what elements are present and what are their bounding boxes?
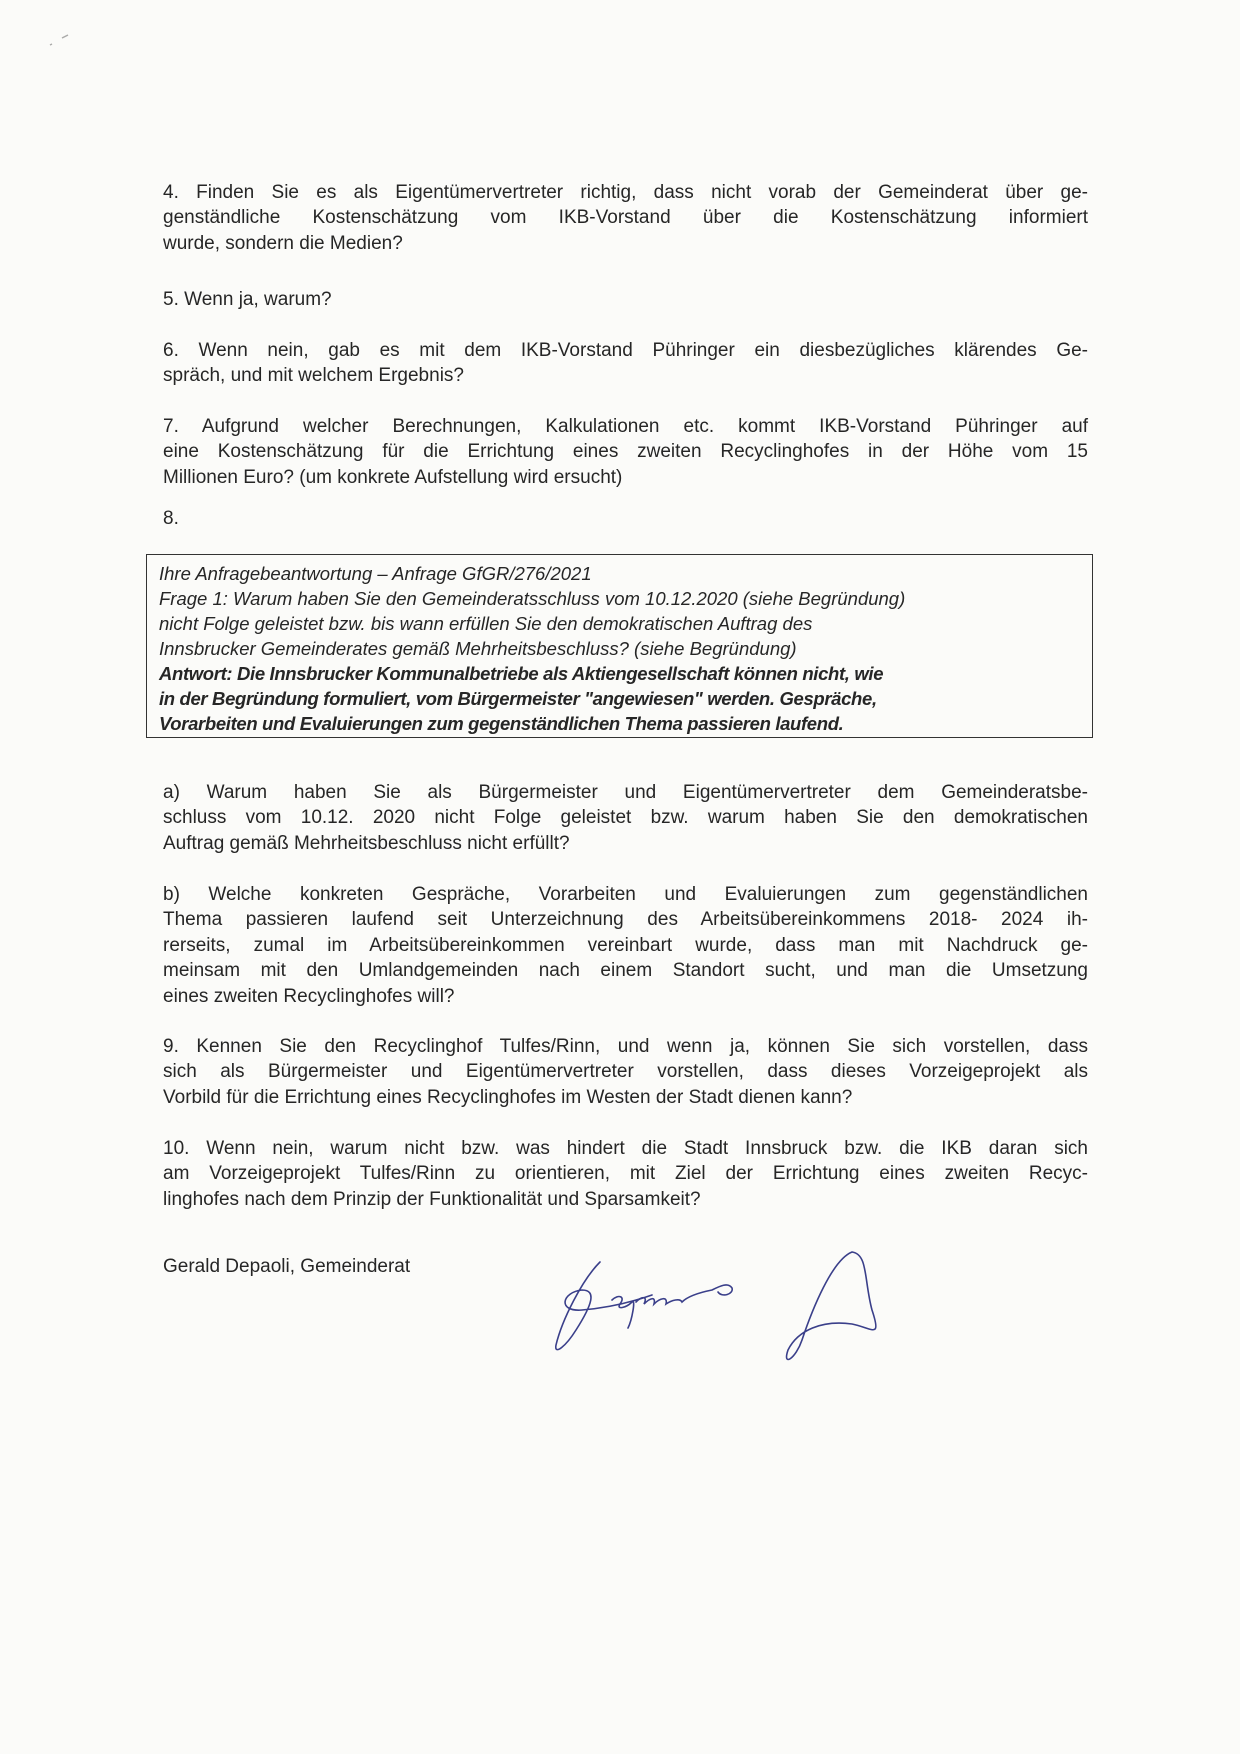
question-4-line: genständliche Kostenschätzung vom IKB-Vorstand über die Kostenschätzung informiert: [163, 207, 1088, 229]
question-10: [163, 1136, 1088, 1212]
question-b-line: eines zweiten Recyclinghofes will?: [163, 985, 455, 1007]
question-9-line: Vorbild für die Errichtung eines Recyclinghofes im Westen der Stadt dienen kann?: [163, 1086, 853, 1108]
question-b-line: Thema passieren laufend seit Unterzeichnung des Arbeitsübereinkommens 2018- 2024 ih-: [163, 909, 1088, 931]
question-a: [163, 780, 1088, 856]
answer-line: Antwort: Die Innsbrucker Kommunalbetriebe als Aktiengesellschaft können nicht, wie: [159, 663, 884, 684]
question-7-line: eine Kostenschätzung für die Errichtung eines zweiten Recyclinghofes in der Höhe vom 15: [163, 441, 1088, 463]
question-7-line: Millionen Euro? (um konkrete Aufstellung wird ersucht): [163, 466, 623, 488]
question-4-line: wurde, sondern die Medien?: [163, 232, 403, 254]
quote-line: Ihre Anfragebeantwortung – Anfrage GfGR/276/2021: [159, 563, 592, 584]
question-9-line: 9. Kennen Sie den Recyclinghof Tulfes/Rinn, und wenn ja, können Sie sich vorstellen, dass: [163, 1036, 1088, 1057]
question-5-line: 5. Wenn ja, warum?: [163, 289, 332, 310]
question-a-line: a) Warum haben Sie als Bürgermeister und Eigentümervertreter dem Gemeinderatsbe-: [163, 782, 1088, 803]
question-7-line: 7. Aufgrund welcher Berechnungen, Kalkulationen etc. kommt IKB-Vorstand Pühringer auf: [163, 416, 1088, 437]
question-10-line: am Vorzeigeprojekt Tulfes/Rinn zu orientieren, mit Ziel der Errichtung eines zweiten Recyc-: [163, 1163, 1088, 1185]
question-b-line: meinsam mit den Umlandgemeinden nach einem Standort sucht, und man die Umsetzung: [163, 960, 1088, 982]
question-8-line: 8.: [163, 508, 179, 529]
quoted-answer-box: [146, 554, 1093, 738]
question-a-line: Auftrag gemäß Mehrheitsbeschluss nicht erfüllt?: [163, 832, 570, 854]
question-7: [163, 414, 1088, 490]
quote-line: nicht Folge geleistet bzw. bis wann erfüllen Sie den demokratischen Auftrag des: [159, 613, 813, 634]
question-4: [163, 180, 1088, 256]
quote-line: Innsbrucker Gemeinderates gemäß Mehrheitsbeschluss? (siehe Begründung): [159, 638, 797, 659]
question-10-line: 10. Wenn nein, warum nicht bzw. was hindert die Stadt Innsbruck bzw. die IKB daran sich: [163, 1138, 1088, 1159]
quote-line: Frage 1: Warum haben Sie den Gemeinderatsschluss vom 10.12.2020 (siehe Begründung): [159, 588, 906, 609]
question-4-line: 4. Finden Sie es als Eigentümervertreter richtig, dass nicht vorab der Gemeinderat über ge-: [163, 182, 1088, 203]
question-a-line: schluss vom 10.12. 2020 nicht Folge geleistet bzw. warum haben Sie den demokratischen: [163, 807, 1088, 829]
answer-line: in der Begründung formuliert, vom Bürgermeister "angewiesen" werden. Gespräche,: [159, 688, 877, 709]
question-5: [163, 287, 1088, 312]
question-b: [163, 882, 1088, 1009]
question-8: [163, 506, 1088, 531]
question-9: [163, 1034, 1088, 1110]
answer-line: Vorarbeiten und Evaluierungen zum gegenständlichen Thema passieren laufend.: [159, 713, 844, 734]
question-6-line: spräch, und mit welchem Ergebnis?: [163, 365, 464, 387]
question-b-line: rerseits, zumal im Arbeitsübereinkommen vereinbart wurde, dass man mit Nachdruck ge-: [163, 934, 1088, 956]
question-6: [163, 338, 1088, 389]
question-b-line: b) Welche konkreten Gespräche, Vorarbeiten und Evaluierungen zum gegenständlichen: [163, 884, 1088, 905]
scan-speck-mark: [40, 30, 90, 60]
question-6-line: 6. Wenn nein, gab es mit dem IKB-Vorstand Pühringer ein diesbezügliches klärendes Ge-: [163, 340, 1088, 361]
author-name: Gerald Depaoli, Gemeinderat: [163, 1256, 411, 1277]
question-9-line: sich als Bürgermeister und Eigentümervertreter vorstellen, dass dieses Vorzeigeprojekt als: [163, 1061, 1088, 1083]
question-10-line: linghofes nach dem Prinzip der Funktionalität und Sparsamkeit?: [163, 1188, 701, 1210]
handwritten-signature: [552, 1250, 892, 1370]
